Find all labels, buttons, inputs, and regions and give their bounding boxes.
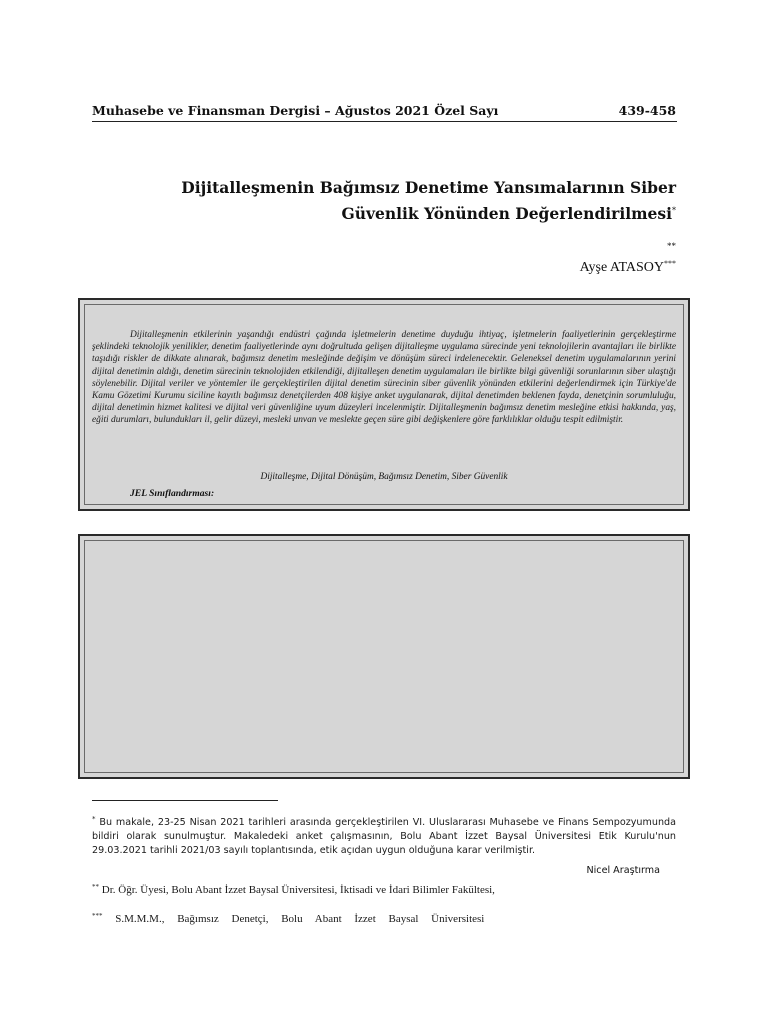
footnote-1 xyxy=(92,812,676,858)
author-line xyxy=(480,259,676,276)
footnote-rule xyxy=(92,800,278,801)
footnote-2-text: Dr. Öğr. Üyesi, Bolu Abant İzzet Baysal Üniversitesi, İktisadi ve İdari Bilimler Fakültesi, xyxy=(101,884,495,896)
author-footnote-mark-top: ** xyxy=(667,241,676,251)
author-footnote-mark: *** xyxy=(664,259,676,268)
page-range: 439-458 xyxy=(618,103,676,118)
footnote-2 xyxy=(92,880,676,897)
footnote-2-mark: ** xyxy=(92,883,99,891)
footnote-3-mark: *** xyxy=(92,912,103,920)
footnote-1-mark: * xyxy=(92,815,96,823)
english-abstract-box xyxy=(78,534,690,779)
jel-classification-label: JEL Sınıflandırması: xyxy=(130,488,215,499)
footnote-3 xyxy=(92,909,676,926)
journal-title: Muhasebe ve Finansman Dergisi – Ağustos 2021 Özel Sayı xyxy=(92,103,499,118)
header-rule xyxy=(92,121,677,122)
abstract-text xyxy=(92,329,676,427)
running-header xyxy=(92,103,676,121)
footnote-3-text: S.M.M.M., Bağımsız Denetçi, Bolu Abant İzzet Baysal Üniversitesi xyxy=(115,913,485,925)
keywords: Dijitalleşme, Dijital Dönüşüm, Bağımsız Denetim, Siber Güvenlik xyxy=(260,472,508,482)
author-name: Ayşe ATASOY xyxy=(579,260,664,275)
title-footnote-mark: * xyxy=(672,206,676,215)
research-method-label: Nicel Araştırma xyxy=(586,865,660,876)
title-line-2: Güvenlik Yönünden Değerlendirilmesi xyxy=(341,204,672,223)
title-line-1: Dijitalleşmenin Bağımsız Denetime Yansımalarının Siber xyxy=(181,178,676,197)
paper-title xyxy=(110,176,676,225)
abstract-paragraph: Dijitalleşmenin etkilerinin yaşandığı endüstri çağında işletmelerin denetime duyduğu ihtiyaç, işletmelerin faaliyetlerinin gerçekleştirme şeklindeki teknolojik yenilikler, denetim faaliyetlerinde aynı doğrultuda gelişen dijitalleşme uygulama sürecinde yeni teknolojilerin avantajları ile birlikte taşıdığı riskler de dikkate alınarak, bağımsız denetim mesleğinde değişim ve dönüşüm süreci irdelenecektir. Geleneksel denetim uygulamalarının yerini dijital denetimin aldığı, denetim sürecinin teknolojiden etkilendiği, dijitalleşen denetim uygulamaları ile birlikte bilgi güvenliği sorunlarının siber ulaştığı söylenebilir. Dijital veriler ve yöntemler ile gerçekleştirilen dijital denetim sürecinin siber güvenlik yönünden etkilerini değerlendirmek için Türkiye'de Kamu Gözetimi Kurumu siciline kayıtlı bağımsız denetçilerden 408 kişiye anket uygulanarak, dijital denetimden beklenen fayda, denetçinin sorumluluğu, dijital denetimin hizmet kalitesi ve dijital veri güvenliğine uyum düzeyleri incelenmiştir. Dijitalleşmenin bağımsız denetim mesleğine etkisi hakkında, yaş, eğiti durumları, bulundukları il, gelir düzeyi, mesleki unvan ve meslekte geçen süre gibi değişkenlere göre farklılıklar olduğu tespit edilmiştir. xyxy=(92,330,676,426)
english-abstract-box-inner-border xyxy=(84,540,684,773)
footnote-1-text: Bu makale, 23-25 Nisan 2021 tarihleri arasında gerçekleştirilen VI. Uluslararası Muhasebe ve Finans Sempozyumunda bildiri olarak sunulmuştur. Makaledeki anket çalışmasının, Bolu Abant İzzet Baysal Üniversitesi Etik Kurulu'nun 29.03.2021 tarihli 2021/03 sayılı toplantısında, etik açıdan uygun olduğuna karar verilmiştir. xyxy=(92,817,676,856)
